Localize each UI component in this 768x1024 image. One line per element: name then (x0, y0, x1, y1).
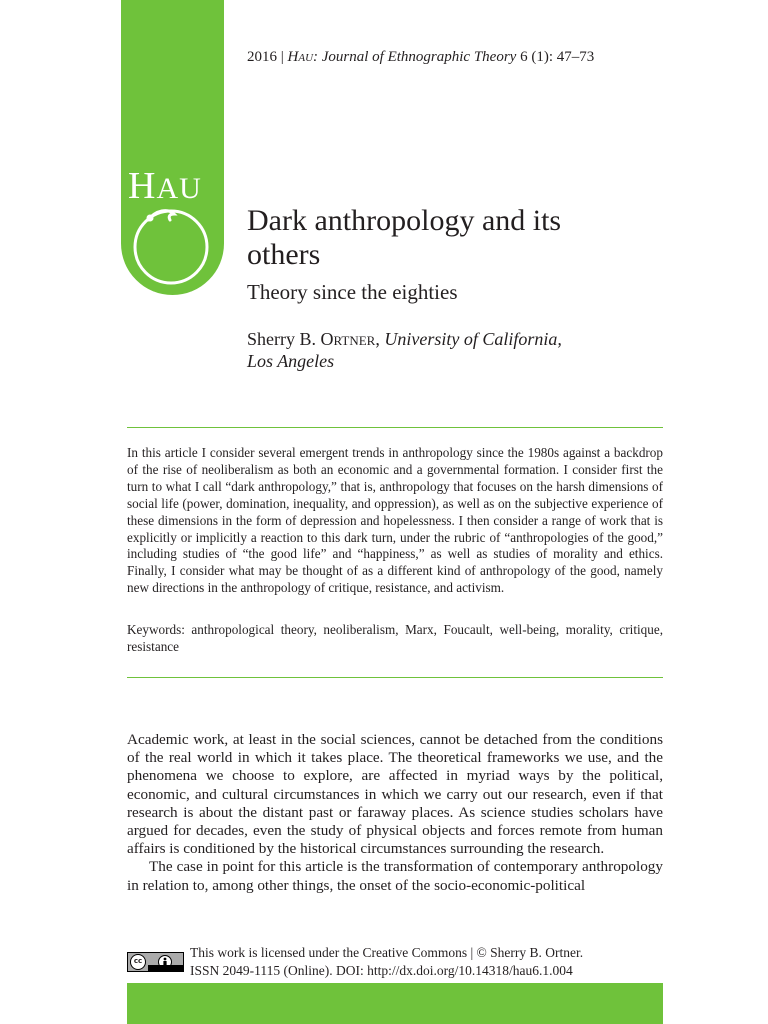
citation-issue: 6 (1): 47–73 (520, 49, 595, 65)
abstract-text: In this article I consider several emergent trends in anthropology since the 1980s against a backdrop of the rise of neoliberalism as both an economic and a governmental formation. I consider first the turn to what I call “dark anthropology,” that is, anthropology that focuses on the harsh dimensions of social life (power, domination, inequality, and oppression), as well as on the subjective experience of these dimensions in the form of depression and hopelessness. I then consider a range of work that is explicitly or implicitly a reaction to this dark turn, under the rubric of “anthropologies of the good,” including studies of “the good life” and “happiness,” as well as studies of morality and ethics. Finally, I consider what may be thought of as a different kind of anthropology of the good, namely new directions in the anthropology of critique, resistance, and activism. (127, 445, 663, 596)
logo-first-letter: H (128, 165, 157, 207)
author-affiliation-line-1: University of California, (384, 329, 562, 349)
creative-commons-icon[interactable] (127, 952, 184, 972)
keywords-text: Keywords: anthropological theory, neoliberalism, Marx, Foucault, well-being, morality, critique, resistance (127, 622, 663, 654)
cc-badge-strip (148, 965, 183, 971)
citation-separator: | (280, 49, 284, 65)
body-paragraph-2: The case in point for this article is the transformation of contemporary anthropology in relation to, among other things, the onset of the socio-economic-political (127, 858, 663, 894)
cc-circle-icon: cc (130, 954, 146, 970)
author-affiliation-line-2: Los Angeles (247, 351, 335, 371)
citation-year: 2016 (247, 49, 277, 65)
journal-citation (247, 49, 594, 66)
license-line-1: This work is licensed under the Creative Commons | © Sherry B. Ortner. (190, 945, 584, 960)
author-family-name: Ortner (320, 329, 376, 349)
hau-ouroboros-icon (128, 204, 214, 286)
article-subtitle: Theory since the eighties (247, 280, 458, 304)
footer-bar (127, 983, 663, 1024)
license-notice (190, 944, 583, 979)
article-title (247, 204, 667, 272)
citation-journal-name: Hau (287, 49, 314, 65)
author-byline: Sherry B. Ortner, University of California, Los Angeles (247, 329, 562, 371)
article-body (127, 731, 663, 895)
title-line-2: others (247, 238, 321, 271)
abstract-top-rule (127, 427, 663, 428)
logo-rest-letters: AU (156, 172, 202, 205)
author-given-name: Sherry B. (247, 329, 321, 349)
citation-journal-title: : Journal of Ethnographic Theory (313, 49, 517, 65)
journal-logo-wordmark (128, 164, 218, 208)
body-paragraph-1: Academic work, at least in the social sciences, cannot be detached from the conditions of the real world in which it takes place. The theoretical frameworks we use, and the phenomena we choose to explore, are affected in myriad ways by the political, economic, and cultural circumstances in which we carry out our research, even if that research is about the distant past or faraway places. As science studies scholars have argued for decades, even the study of physical objects and forces remote from human affairs is conditioned by the historical circumstances surrounding the research. (127, 731, 663, 858)
license-doi-line[interactable]: ISSN 2049-1115 (Online). DOI: http://dx.doi.org/10.14318/hau6.1.004 (190, 962, 573, 978)
title-line-1: Dark anthropology and its (247, 204, 562, 237)
abstract-bottom-rule (127, 677, 663, 678)
